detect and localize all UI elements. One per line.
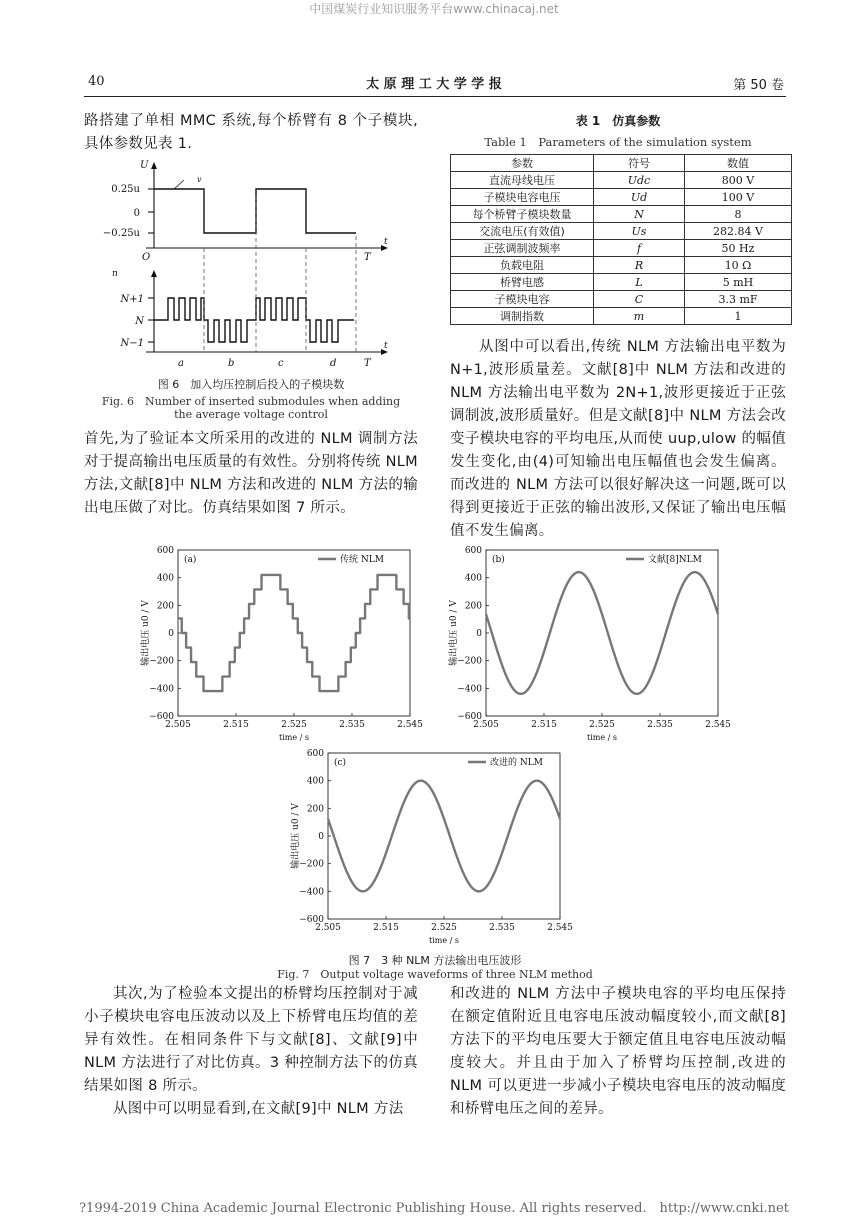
series-line xyxy=(328,781,560,892)
table-header: 参数 xyxy=(451,155,594,172)
x-tick-label: 2.505 xyxy=(315,923,341,933)
y-tick-label: 0 xyxy=(318,832,324,842)
fig6-caption-cn: 图 6 加入均压控制后投入的子模块数 xyxy=(157,378,345,391)
x-tick-label: 2.505 xyxy=(165,720,191,730)
journal-title: 太 原 理 工 大 学 学 报 xyxy=(366,77,502,92)
x-axis-label: time / s xyxy=(279,733,309,742)
fig6-origin: O xyxy=(142,252,151,263)
x-tick-label: 2.515 xyxy=(531,720,557,730)
table-header-row xyxy=(451,155,792,172)
fig6-top-tick: 0.25u xyxy=(111,184,140,195)
y-tick-label: 400 xyxy=(464,573,482,584)
y-tick-label: −200 xyxy=(149,656,174,667)
table-cell: 交流电压(有效值) xyxy=(451,223,594,240)
table-cell: 8 xyxy=(685,206,792,223)
legend-label: 改进的 NLM xyxy=(490,758,543,768)
table-cell: 子模块电容电压 xyxy=(451,189,594,206)
table-cell: 直流母线电压 xyxy=(451,172,594,189)
y-tick-label: −400 xyxy=(149,684,174,695)
legend-label: 传统 NLM xyxy=(340,555,384,565)
watermark: 中国煤炭行业知识服务平台www.chinacaj.net xyxy=(309,2,559,16)
table-cell: 50 Hz xyxy=(685,240,792,257)
fig6-caption-en-2: the average voltage control xyxy=(174,408,328,421)
table-row xyxy=(451,189,792,206)
header-rule xyxy=(84,96,786,97)
y-tick-label: −200 xyxy=(457,656,482,667)
volume-label: 第 50 卷 xyxy=(733,78,784,93)
x-tick-label: 2.545 xyxy=(397,720,423,730)
y-tick-label: 200 xyxy=(156,601,174,612)
y-tick-label: −400 xyxy=(457,684,482,695)
page-number: 40 xyxy=(88,74,105,89)
table-cell: 子模块电容 xyxy=(451,291,594,308)
table-cell: 282.84 V xyxy=(685,223,792,240)
table-cell: 5 mH xyxy=(685,274,792,291)
fig6-n-plus: N+1 xyxy=(120,294,144,305)
x-tick-label: 2.545 xyxy=(705,720,731,730)
fig6-n-mid: N xyxy=(135,316,144,327)
left-intro: 路搭建了单相 MMC 系统,每个桥臂有 8 个子模块,具体参数见表 1. xyxy=(84,113,418,152)
fig7-caption-cn: 图 7 3 种 NLM 方法输出电压波形 xyxy=(348,954,522,967)
x-tick-label: 2.535 xyxy=(489,923,515,933)
y-tick-label: 0 xyxy=(476,629,482,639)
x-axis-label: time / s xyxy=(587,733,617,742)
table-cell: f xyxy=(594,240,685,257)
fig6-pulse-train xyxy=(154,298,354,342)
y-tick-label: 0 xyxy=(168,629,174,639)
fig6-v-label: v xyxy=(197,175,202,184)
table-cell: 每个桥臂子模块数量 xyxy=(451,206,594,223)
copyright-footer: ?1994-2019 China Academic Journal Electronic Publishing House. All rights reserved. http://www.cnki.net xyxy=(79,1201,789,1216)
legend-label: 文献[8]NLM xyxy=(648,555,702,565)
panel-label: (a) xyxy=(184,555,197,565)
series-line xyxy=(178,575,410,691)
table-cell: Us xyxy=(594,223,685,240)
y-tick-label: 200 xyxy=(464,601,482,612)
fig6-zero-tick: 0 xyxy=(133,208,140,219)
table-cell: R xyxy=(594,257,685,274)
fig6-seg-a: a xyxy=(178,358,184,369)
fig7-caption-en: Fig. 7 Output voltage waveforms of three NLM method xyxy=(277,968,593,981)
panel-label: (b) xyxy=(492,555,505,565)
right-paragraph: 从图中可以看出,传统 NLM 方法输出电平数为 N+1,波形质量差。文献[8]中 NLM 方法和改进的 NLM 方法输出电平数为 2N+1,波形更接近于正弦调制波,波形质量好。但是文献[8]中 NLM 方法会改变子模块电容的平均电压,从而使 uup,ulow 的幅值发生变化,由(4)可知输出电压幅值也会发生偏离。而改进的 NLM 方法可以很好解决这一问题,既可以得到更接近于正弦的输出波形,又保证了输出电压幅值不发生偏离。 xyxy=(450,339,786,539)
bottom-left-paragraph: 其次,为了检验本文提出的桥臂均压控制对于减小子模块电容电压波动以及上下桥臂电压均值的差异有效性。在相同条件下与文献[8]、文献[9]中 NLM 方法进行了对比仿真。3 种控制方法下的仿真结果如图 8 所示。 xyxy=(84,986,418,1094)
fig7-chart-b xyxy=(448,544,738,748)
fig6-t-lower: t xyxy=(384,341,388,351)
table-row xyxy=(451,240,792,257)
x-tick-label: 2.525 xyxy=(281,720,307,730)
panel-label: (c) xyxy=(334,758,347,768)
bottom-right-paragraph: 和改进的 NLM 方法中子模块电容的平均电压保持在额定值附近且电容电压波动幅度较小,而文献[8]方法下的平均电压要大于额定值且电容电压波动幅度较大。并且由于加入了桥臂均压控制,改进的 NLM 可以更进一步减小子模块电容电压的波动幅度和桥臂电压之间的差异。 xyxy=(450,986,786,1117)
y-tick-label: −600 xyxy=(457,712,482,722)
x-tick-label: 2.505 xyxy=(473,720,499,730)
plot-frame xyxy=(486,550,718,716)
x-tick-label: 2.535 xyxy=(647,720,673,730)
y-tick-label: 600 xyxy=(306,749,324,759)
y-tick-label: 200 xyxy=(306,804,324,815)
y-tick-label: −200 xyxy=(299,859,324,870)
plot-frame xyxy=(328,753,560,919)
fig7-chart-a xyxy=(140,544,430,748)
y-tick-label: 600 xyxy=(156,546,174,556)
fig6-seg-d: d xyxy=(330,358,337,369)
y-tick-label: −400 xyxy=(299,887,324,898)
table-cell: 3.3 mF xyxy=(685,291,792,308)
table-cell: 正弦调制波频率 xyxy=(451,240,594,257)
table-cell: C xyxy=(594,291,685,308)
fig7-chart-c xyxy=(290,747,580,951)
x-tick-label: 2.545 xyxy=(547,923,573,933)
table-row xyxy=(451,291,792,308)
table-cell: 800 V xyxy=(685,172,792,189)
table-cell: Udc xyxy=(594,172,685,189)
table-row xyxy=(451,206,792,223)
fig6-caption-en-1: Fig. 6 Number of inserted submodules when adding xyxy=(101,395,401,408)
y-axis-label: 输出电压 u0 / V xyxy=(291,803,301,869)
x-tick-label: 2.515 xyxy=(373,923,399,933)
table1-title-cn: 表 1 仿真参数 xyxy=(575,114,661,128)
y-tick-label: 600 xyxy=(464,546,482,556)
table-cell: m xyxy=(594,308,685,325)
left-paragraph: 首先,为了验证本文所采用的改进的 NLM 调制方法对于提高输出电压质量的有效性。分别将传统 NLM 方法,文献[8]中 NLM 方法和改进的 NLM 方法的输出电压做了对比。仿真结果如图 7 所示。 xyxy=(84,431,418,516)
series-line xyxy=(486,572,718,694)
table-header: 数值 xyxy=(685,155,792,172)
x-tick-label: 2.535 xyxy=(339,720,365,730)
y-tick-label: 400 xyxy=(156,573,174,584)
bottom-left-paragraph-2: 从图中可以明显看到,在文献[9]中 NLM 方法 xyxy=(113,1101,404,1117)
table-cell: 负载电阻 xyxy=(451,257,594,274)
fig6-seg-b: b xyxy=(228,358,235,369)
table-cell: 100 V xyxy=(685,189,792,206)
x-axis-label: time / s xyxy=(429,936,459,945)
fig6-n-label: n xyxy=(112,269,118,279)
x-tick-label: 2.515 xyxy=(223,720,249,730)
fig6-t-upper: t xyxy=(384,237,388,247)
table-row xyxy=(451,274,792,291)
table-header: 符号 xyxy=(594,155,685,172)
fig6-T-lower: T xyxy=(364,358,371,369)
table-cell: 1 xyxy=(685,308,792,325)
x-tick-label: 2.525 xyxy=(589,720,615,730)
table-cell: 调制指数 xyxy=(451,308,594,325)
table-row xyxy=(451,223,792,240)
fig6-neg-tick: −0.25u xyxy=(102,228,140,239)
figure-6 xyxy=(84,156,424,372)
x-tick-label: 2.525 xyxy=(431,923,457,933)
params-table xyxy=(450,154,792,325)
table-row xyxy=(451,257,792,274)
table-row xyxy=(451,308,792,325)
y-axis-label: 输出电压 u0 / V xyxy=(449,600,459,666)
y-tick-label: 400 xyxy=(306,776,324,787)
table1-title-en: Table 1 Parameters of the simulation system xyxy=(484,135,752,149)
fig6-n-minus: N−1 xyxy=(120,338,144,349)
y-tick-label: −600 xyxy=(149,712,174,722)
fig6-seg-c: c xyxy=(278,358,284,369)
table-row xyxy=(451,172,792,189)
fig6-square-wave xyxy=(154,189,356,233)
table-cell: N xyxy=(594,206,685,223)
y-axis-label: 输出电压 u0 / V xyxy=(141,600,151,666)
table-cell: Ud xyxy=(594,189,685,206)
table-cell: 桥臂电感 xyxy=(451,274,594,291)
fig6-u-label: U xyxy=(140,160,149,171)
y-tick-label: −600 xyxy=(299,915,324,925)
table-cell: 10 Ω xyxy=(685,257,792,274)
table-cell: L xyxy=(594,274,685,291)
fig6-T-upper: T xyxy=(364,252,371,263)
